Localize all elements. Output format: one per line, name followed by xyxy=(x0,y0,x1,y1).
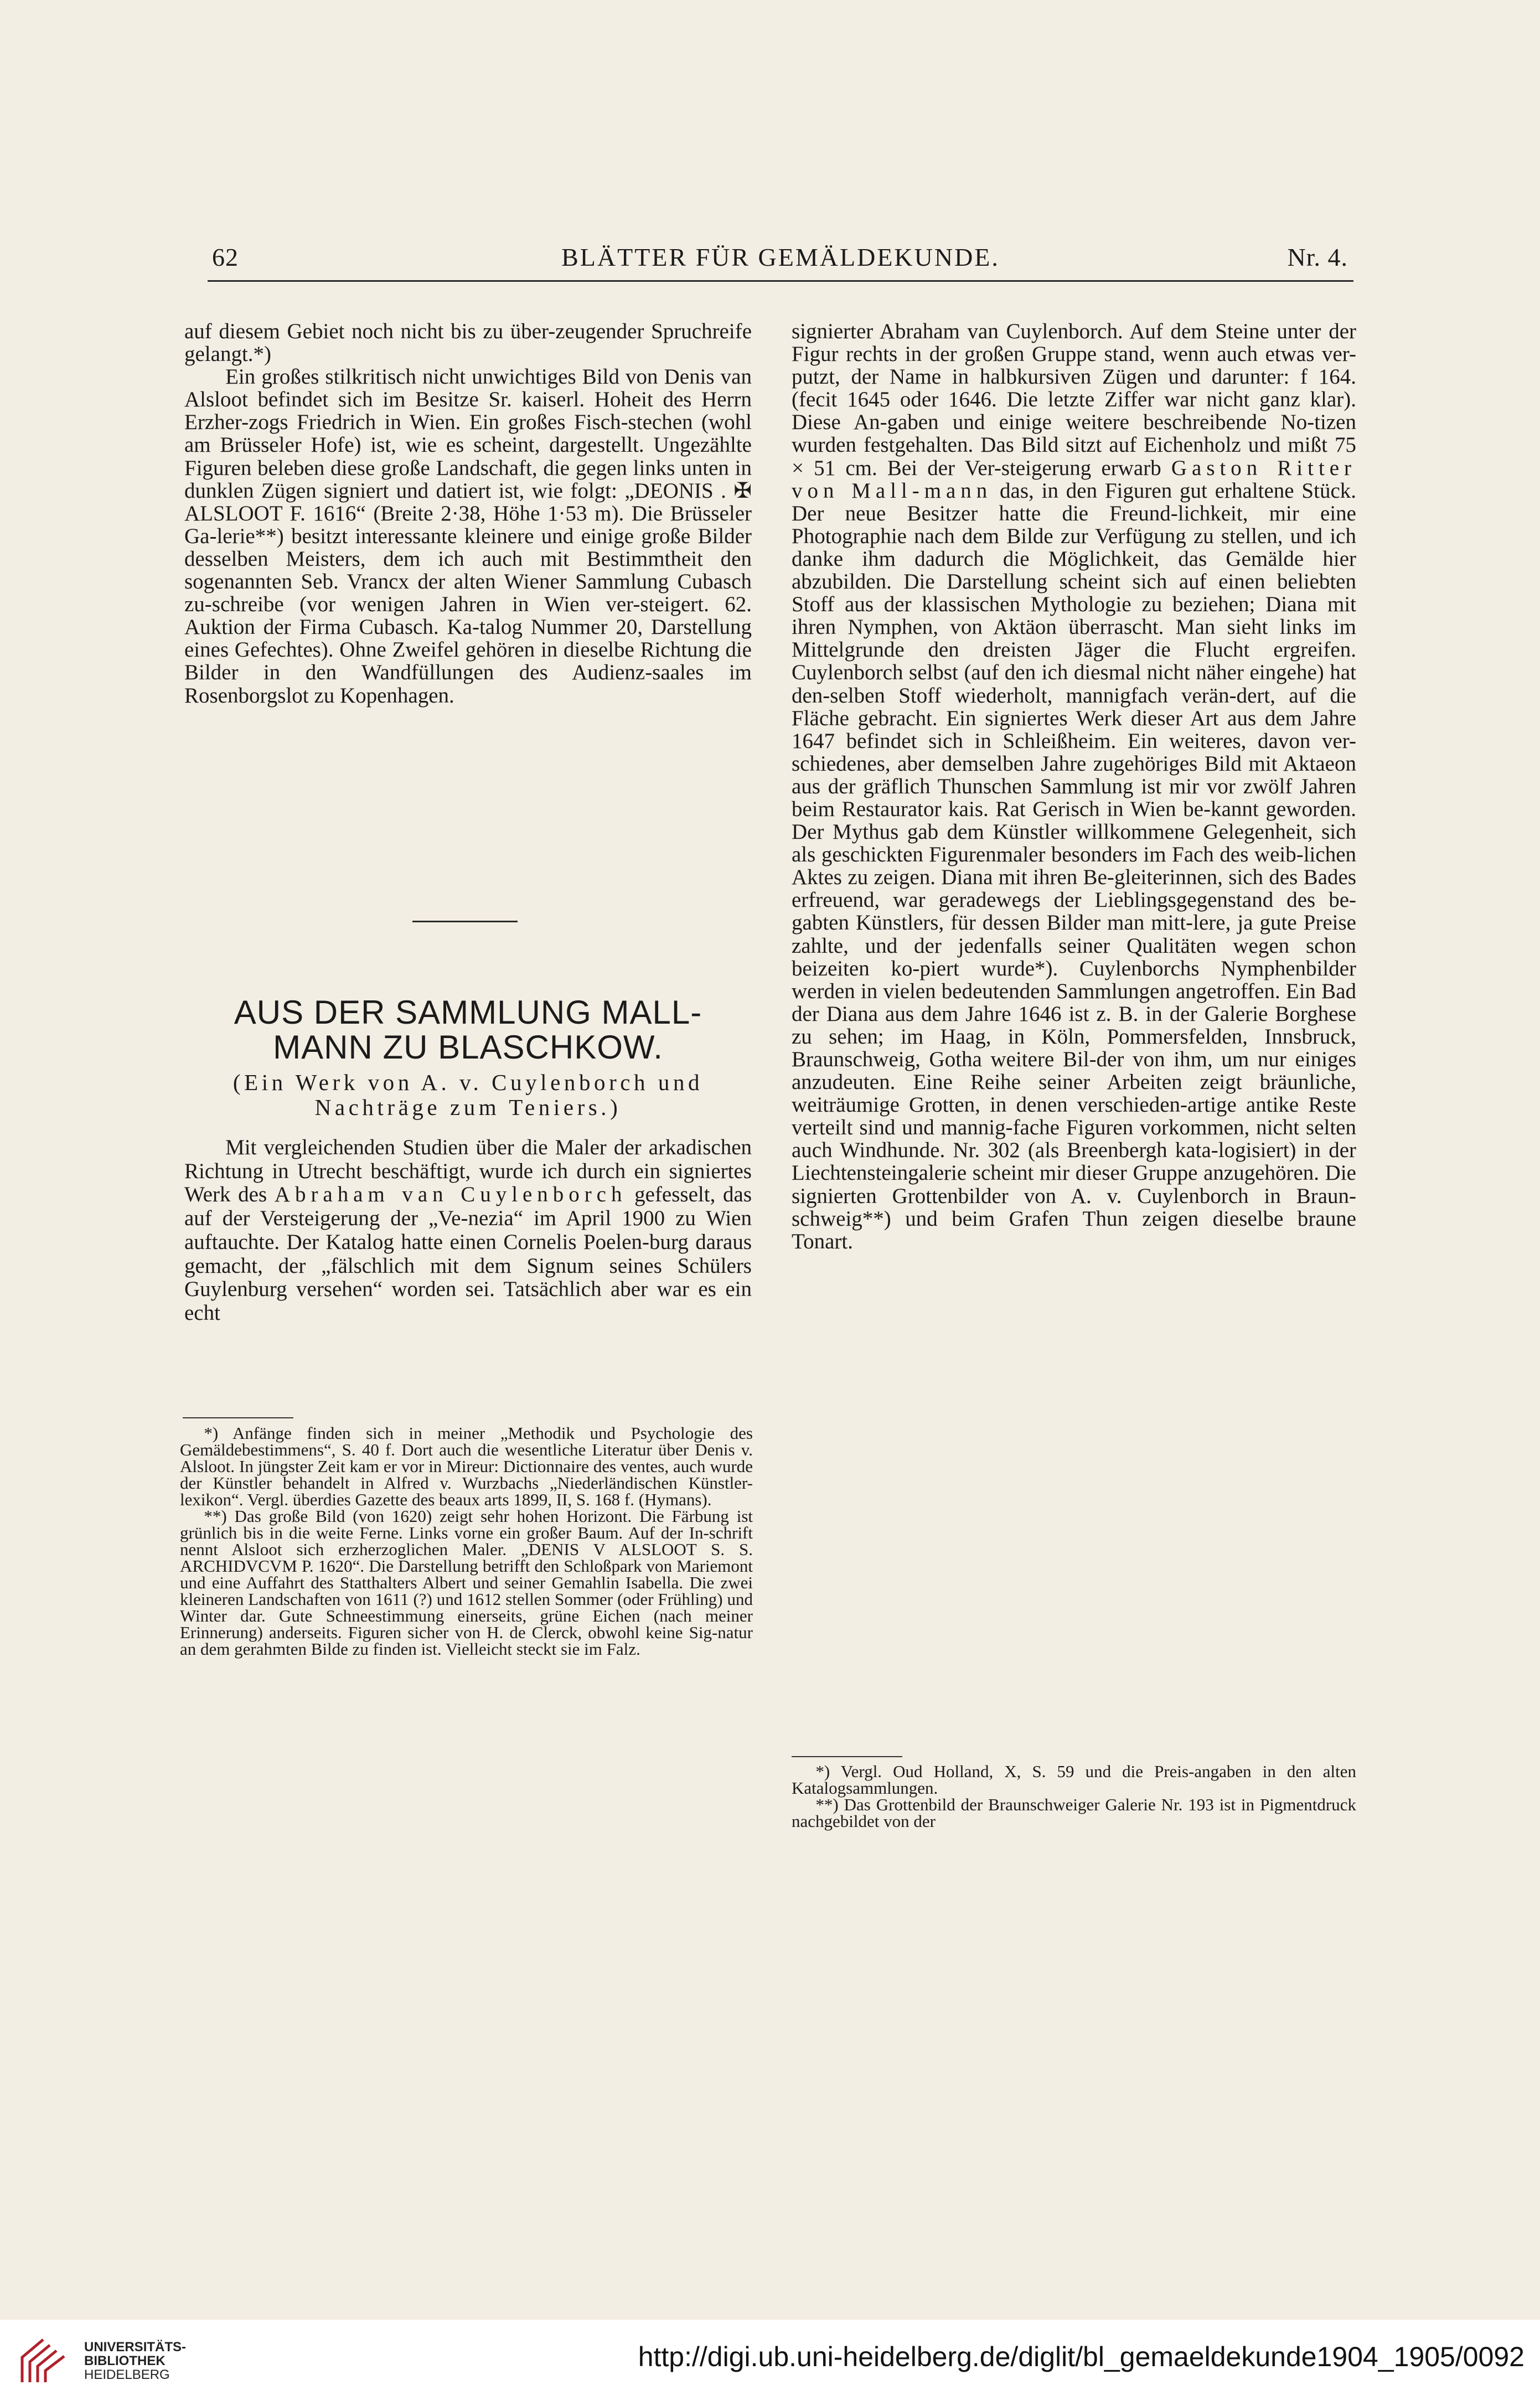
header-rule xyxy=(208,280,1353,282)
article-heading xyxy=(184,995,752,1065)
article-heading-line: MANN ZU BLASCHKOW. xyxy=(273,1029,663,1066)
footnote: **) Das große Bild (von 1620) zeigt sehr hohen Horizont. Die Färbung ist grünlich bis in die weite Ferne. Links vorne ein großer Baum. Auf der In-schrift nennt Alsloot sich erzherzoglichen Maler. „DENIS V ALSLOOT S. S. ARCHIDVCVM P. 1620“. Die Darstellung betrifft den Schloßpark von Mariemont und eine Auffahrt des Statthalters Albert und seiner Gemahlin Isabella. Die zwei kleineren Landschaften von 1611 (?) und 1612 stellen Sommer (oder Frühling) und Winter dar. Gute Schneestimmung einerseits, grüne Eichen (nach meiner Erinnerung) anderseits. Figuren sicher von H. de Clerck, obwohl keine Sig-natur an dem gerahmten Bilde zu finden ist. Vielleicht steckt sie im Falz. xyxy=(180,1506,753,1659)
section-separator xyxy=(412,921,518,922)
library-name-line: UNIVERSITÄTS- xyxy=(84,2340,187,2355)
footnote: **) Das Grottenbild der Braunschweiger Galerie Nr. 193 ist in Pigmentdruck nachgebildet von der xyxy=(792,1795,1356,1831)
footnote-rule xyxy=(792,1756,902,1757)
article-body xyxy=(184,1136,752,1325)
issue-number: Nr. 4. xyxy=(1287,243,1348,271)
library-name-line: BIBLIOTHEK xyxy=(84,2353,166,2368)
spaced-name: Abraham van Cuylenborch xyxy=(274,1183,627,1207)
spaced-name: Gaston Ritter von Mall-mann xyxy=(792,456,1356,503)
left-footnotes xyxy=(180,1425,753,1658)
page-header xyxy=(208,242,1353,281)
footnote-rule xyxy=(183,1417,293,1418)
right-column xyxy=(792,320,1356,1253)
text-run: gefesselt, das auf der Versteigerung der „Ve-nezia“ im April 1900 zu Wien auftauchte. Der Katalog hatte einen Cornelis Poelen-burg daraus gemacht, der „fälschlich mit dem Signum seines Schülers Guylenburg versehen“ worden sei. Tatsächlich aber war es ein echt xyxy=(184,1183,752,1325)
page-number: 62 xyxy=(212,243,239,271)
article-subheading-line: (Ein Werk von A. v. Cuylenborch und xyxy=(232,1070,704,1095)
paragraph xyxy=(792,320,1356,1253)
article-subheading-line: Nachträge zum Teniers.) xyxy=(314,1095,622,1120)
left-column-continuation xyxy=(184,320,752,707)
paragraph xyxy=(184,1136,752,1325)
footnote: *) Anfänge finden sich in meiner „Methodik und Psychologie des Gemäldebestimmens“, S. 40 f. Dort auch die wesentliche Literatur über Denis v. Alsloot. In jüngster Zeit kam er vor in Mireur: Dictionnaire des ventes, auch wurde der Künstler behandelt in Alfred v. Wurzbachs „Niederländischen Künstler-lexikon“. Vergl. überdies Gazette des beaux arts 1899, II, S. 168 f. (Hymans). xyxy=(180,1423,753,1509)
university-library-logo-icon xyxy=(18,2335,70,2385)
text-run: das, in den Figuren gut erhaltene Stück. Der neue Besitzer hatte die Freund-lichkeit, mir eine Photographie nach dem Bilde zur Verfügung zu stellen, und ich danke ihm dadurch die Möglichkeit, das Gemälde hier abzubilden. Die Darstellung scheint sich auf einen beliebten Stoff aus der klassischen Mythologie zu beziehen; Diana mit ihren Nymphen, von Aktäon überrascht. Man sieht links im Mittelgrunde den dreisten Jäger die Flucht ergreifen. Cuylenborch selbst (auf den ich diesmal nicht näher eingehe) hat den-selben Stoff wiederholt, mannigfach verän-dert, auf die Fläche gebracht. Ein signiertes Werk dieser Art aus dem Jahre 1647 befindet sich in Schleißheim. Ein weiteres, davon ver-schiedenes, aber demselben Jahre zugehöriges Bild mit Aktaeon aus der gräflich Thunschen Sammlung ist mir vor zwölf Jahren beim Restaurator kais. Rat Gerisch in Wien be-kannt geworden. Der Mythus gab dem Künstler willkommene Gelegenheit, sich als geschickten Figurenmaler besonders im Fach des weib-lichen Aktes zu zeigen. Diana mit ihren Be-gleiterinnen, sich des Bades erfreuend, war geradewegs der Lieblingsgegenstand des be-gabten Künstlers, für dessen Bilder man mitt-lere, ja gute Preise zahlte, und der jedenfalls seiner Qualitäten wegen schon beizeiten ko-piert wurde*). Cuylenborchs Nymphenbilder werden in vielen bedeutenden Sammlungen angetroffen. Ein Bad der Diana aus dem Jahre 1646 ist z. B. in der Galerie Borghese zu sehen; im Haag, in Köln, Pommersfelden, Innsbruck, Braunschweig, Gotha weitere Bil-der von ihm, um nur einiges anzudeuten. Eine Reihe seiner Arbeiten zeigt bräunliche, weiträumige Grotten, in denen verschieden-artige antike Reste verteilt sind und mannig-fache Figuren vorkommen, nicht selten auch Windhunde. Nr. 302 (als Breenbergh kata-logisiert) in der Liechtensteingalerie scheint mir dieser Gruppe anzugehören. Die signierten Grottenbilder von A. v. Cuylenborch in Braun-schweig**) und beim Grafen Thun zeigen dieselbe braune Tonart. xyxy=(792,478,1357,1253)
journal-title: BLÄTTER FÜR GEMÄLDEKUNDE. xyxy=(561,243,1000,271)
text-run: signierter Abraham van Cuylenborch. Auf dem Steine unter der Figur rechts in der großen Gruppe stand, wenn auch etwas ver-putzt, der Name in halbkursiven Zügen und darunter: f 164. (fecit 1645 oder 1646. Die letzte Ziffer war nicht ganz klar). Diese An-gaben und einige weitere beschreibende No-tizen wurden festgehalten. Das Bild sitzt auf Eichenholz und mißt 75 × 51 cm. Bei der Ver-steigerung erwarb xyxy=(792,319,1356,480)
library-name xyxy=(84,2340,186,2382)
permalink-url[interactable]: http://digi.ub.uni-heidelberg.de/diglit/bl_gemaeldekunde1904_1905/0092 xyxy=(638,2341,1525,2372)
paragraph: auf diesem Gebiet noch nicht bis zu über-zeugender Spruchreife gelangt.*) xyxy=(184,319,752,366)
right-footnotes xyxy=(792,1763,1356,1830)
footnote: *) Vergl. Oud Holland, X, S. 59 und die Preis-angaben in den alten Katalogsammlungen. xyxy=(792,1762,1356,1798)
article-heading-line: AUS DER SAMMLUNG MALL- xyxy=(234,994,702,1031)
article-subheading xyxy=(184,1070,752,1120)
text-run: Mit vergleichenden Studien über die Maler der arkadischen Richtung in Utrecht beschäftigt, wurde ich durch ein signiertes Werk des xyxy=(184,1135,752,1207)
library-name-line: HEIDELBERG xyxy=(84,2367,170,2382)
paragraph: Ein großes stilkritisch nicht unwichtiges Bild von Denis van Alsloot befindet sich im Besitze Sr. kaiserl. Hoheit des Herrn Erzher-zogs Friedrich in Wien. Ein großes Fisch-stechen (wohl am Brüsseler Hofe) ist, wie es scheint, dargestellt. Ungezählte Figuren beleben diese große Landschaft, die gegen links unten in dunklen Zügen signiert und datiert ist, wie folgt: „DEONIS . ✠ ALSLOOT F. 1616“ (Breite 2·38, Höhe 1·53 m). Die Brüsseler Ga-lerie**) besitzt interessante kleinere und einige große Bilder desselben Meisters, dem ich auch mit Bestimmtheit den sogenannten Seb. Vrancx der alten Wiener Sammlung Cubasch zu-schreibe (vor wenigen Jahren in Wien ver-steigert. 62. Auktion der Firma Cubasch. Ka-talog Nummer 20, Darstellung eines Gefechtes). Ohne Zweifel gehören in dieselbe Richtung die Bilder in den Wandfüllungen des Audienz-saales im Rosenborgslot zu Kopenhagen. xyxy=(184,365,752,708)
